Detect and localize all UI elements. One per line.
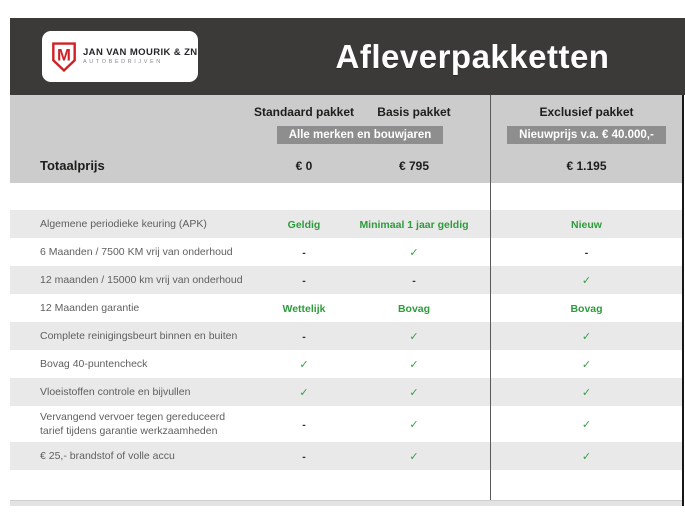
check-icon: ✓ <box>409 359 419 371</box>
cell-basis <box>358 299 470 317</box>
cell-basis <box>358 243 470 261</box>
totals-row <box>10 158 682 173</box>
check-icon: ✓ <box>409 451 419 464</box>
package-comparison-table <box>10 95 684 506</box>
column-header-standaard: Standaard pakket <box>253 105 355 119</box>
table-row <box>10 294 682 322</box>
column-header-basis: Basis pakket <box>377 105 451 119</box>
table-head-band <box>10 95 682 183</box>
cell-standaard <box>250 355 358 373</box>
all-brands-badge: Alle merken en bouwjaren <box>277 126 444 144</box>
svg-text:M: M <box>57 45 71 65</box>
table-row <box>10 238 682 266</box>
cell-value: - <box>302 451 306 464</box>
feature-label: Bovag 40-puntencheck <box>40 357 148 370</box>
cell-standaard <box>250 415 358 433</box>
cell-basis <box>358 327 470 345</box>
feature-label: Vervangend vervoer tegen gereduceerd tarief tijdens garantie werkzaamheden <box>40 411 226 438</box>
cell-basis <box>358 215 470 233</box>
bottom-gap <box>10 470 682 500</box>
table-row <box>10 266 682 294</box>
cell-exclusief <box>490 415 683 433</box>
feature-label: 12 maanden / 15000 km vrij van onderhoud <box>40 273 243 286</box>
cell-exclusief <box>490 243 683 261</box>
cell-basis <box>358 271 470 289</box>
cell-standaard <box>250 243 358 261</box>
feature-label: 6 Maanden / 7500 KM vrij van onderhoud <box>40 245 233 258</box>
check-icon: ✓ <box>409 247 419 259</box>
brand-logo <box>42 31 198 82</box>
table-row <box>10 350 682 378</box>
cell-exclusief <box>490 355 683 373</box>
check-icon: ✓ <box>581 419 592 432</box>
check-icon: ✓ <box>581 359 592 371</box>
total-basis: € 795 <box>398 158 430 173</box>
head-body-gap <box>10 183 682 210</box>
cell-exclusief <box>490 383 683 401</box>
check-icon: ✓ <box>581 387 592 399</box>
cell-basis <box>358 383 470 401</box>
check-icon: ✓ <box>299 387 309 399</box>
cell-standaard <box>250 215 358 233</box>
total-exclusief: € 1.195 <box>566 158 607 173</box>
table-row <box>10 210 682 238</box>
cell-standaard <box>250 383 358 401</box>
cell-exclusief <box>490 327 683 345</box>
feature-rows <box>10 210 682 470</box>
badges-row <box>10 125 682 144</box>
page-title: Afleverpakketten <box>335 37 610 75</box>
feature-label: Complete reinigingsbeurt binnen en buiten <box>40 329 238 342</box>
page-header <box>10 18 685 95</box>
cell-value: - <box>302 331 306 343</box>
cell-basis <box>358 355 470 373</box>
cell-standaard <box>250 271 358 289</box>
cell-exclusief <box>490 271 683 289</box>
brand-text <box>83 48 198 66</box>
check-icon: ✓ <box>299 359 309 371</box>
cell-exclusief <box>490 299 683 317</box>
column-header-exclusief: Exclusief pakket <box>539 105 634 119</box>
table-row <box>10 378 682 406</box>
feature-label: Vloeistoffen controle en bijvullen <box>40 385 191 398</box>
cell-value: - <box>302 275 306 287</box>
feature-label: Algemene periodieke keuring (APK) <box>40 217 207 230</box>
cell-standaard <box>250 327 358 345</box>
table-row <box>10 322 682 350</box>
feature-label: 12 Maanden garantie <box>40 301 140 314</box>
cell-exclusief <box>490 447 683 465</box>
check-icon: ✓ <box>409 387 419 399</box>
cell-value: - <box>584 247 589 259</box>
cell-standaard <box>250 447 358 465</box>
totals-label: Totaalprijs <box>40 158 105 173</box>
cell-value: Geldig <box>287 219 321 231</box>
check-icon: ✓ <box>581 331 592 343</box>
feature-label: € 25,- brandstof of volle accu <box>40 450 175 463</box>
table-row <box>10 442 682 470</box>
cell-value: - <box>412 275 416 287</box>
brand-name: JAN VAN MOURIK & ZN <box>83 46 198 58</box>
cell-value: Wettelijk <box>282 303 326 315</box>
total-standaard: € 0 <box>295 158 313 173</box>
column-divider-line <box>490 95 491 500</box>
card-bottom-edge <box>10 500 682 506</box>
check-icon: ✓ <box>409 419 419 432</box>
check-icon: ✓ <box>409 331 419 343</box>
shield-m-icon <box>51 41 77 73</box>
cell-value: Bovag <box>570 303 603 315</box>
cell-exclusief <box>490 215 683 233</box>
new-price-badge: Nieuwprijs v.a. € 40.000,- <box>507 126 666 144</box>
cell-value: - <box>302 247 306 259</box>
cell-value: Nieuw <box>571 219 602 231</box>
cell-value: Bovag <box>397 303 431 315</box>
cell-basis <box>358 447 470 465</box>
check-icon: ✓ <box>581 451 592 464</box>
table-row <box>10 406 682 442</box>
check-icon: ✓ <box>581 275 592 287</box>
cell-basis <box>358 415 470 433</box>
cell-value: - <box>302 419 306 432</box>
brand-subtitle: AUTOBEDRIJVEN <box>83 59 163 65</box>
cell-standaard <box>250 299 358 317</box>
cell-value: Minimaal 1 jaar geldig <box>359 219 469 231</box>
column-headers-row <box>10 105 682 119</box>
